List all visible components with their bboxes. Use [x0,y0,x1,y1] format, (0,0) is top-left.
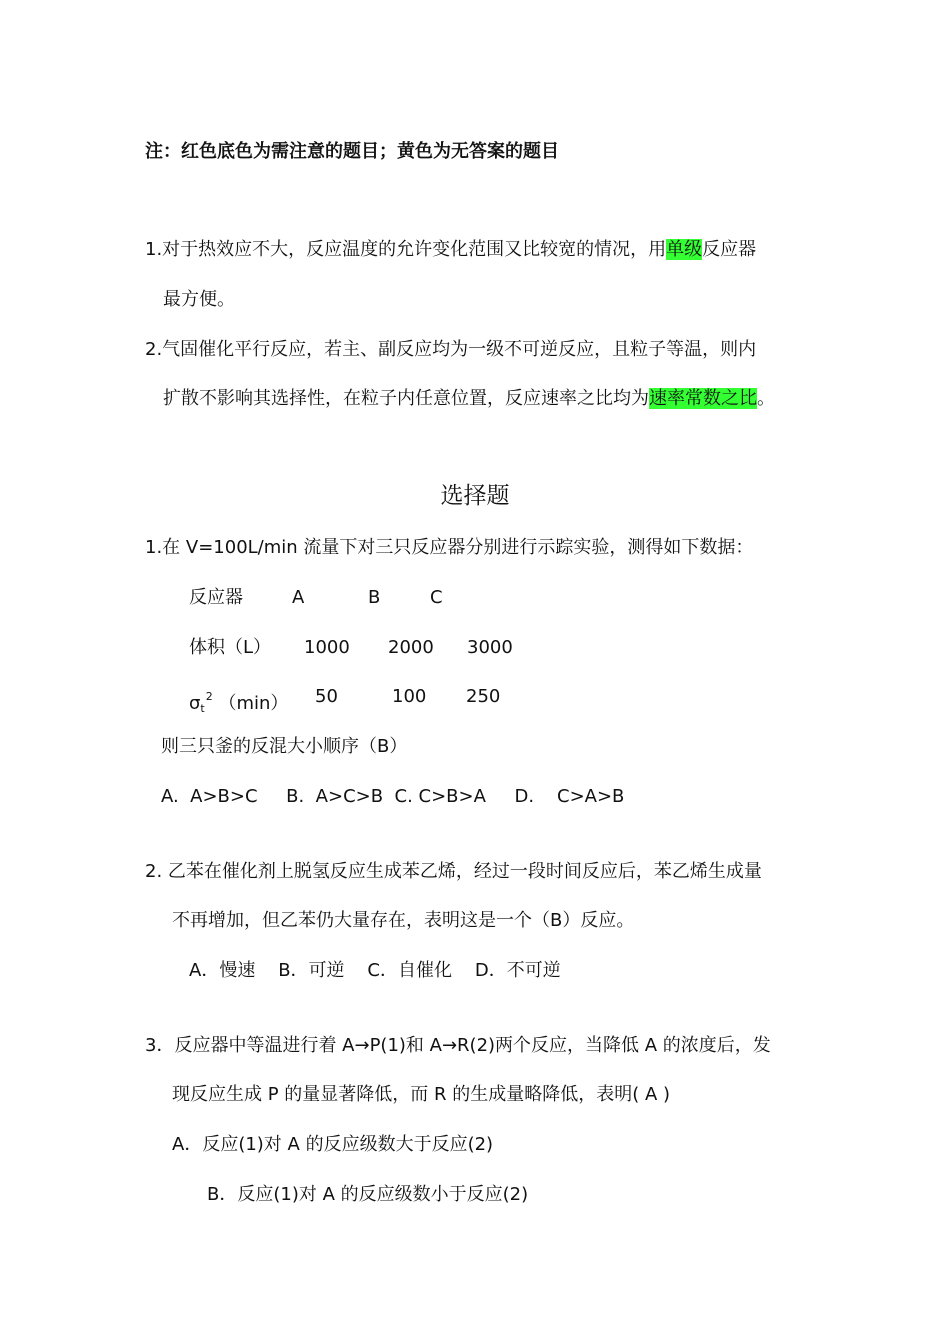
q2-options: A．慢速 B．可逆 C．自催化 D．不可逆 [189,960,561,981]
note-text: 注：红色底色为需注意的题目；黄色为无答案的题目 [145,141,559,162]
q1-stem: 1.在 V=100L/min 流量下对三只反应器分别进行示踪实验，测得如下数据： [145,537,754,558]
table-reactor-a: A [292,587,305,608]
table-volume-a: 1000 [304,637,350,658]
fill-item-2-text: 扩散不影响其选择性，在粒子内任意位置，反应速率之比均为 [163,388,649,409]
sigma-subscript: t [200,702,205,715]
table-label-reactor: 反应器 [189,587,243,608]
q3-option-b: B．反应(1)对 A 的反应级数小于反应(2) [207,1184,529,1205]
section-title: 选择题 [440,483,510,509]
table-label-volume: 体积（L） [189,637,272,658]
fill-item-1-line-2: 最方便。 [163,289,235,310]
variance-unit: （min） [218,693,289,714]
fill-item-2-line-1: 2.气固催化平行反应，若主、副反应均为一级不可逆反应，且粒子等温，则内 [145,339,757,360]
q3-line-1: 3．反应器中等温进行着 A→P(1)和 A→R(2)两个反应，当降低 A 的浓度后，发 [145,1035,771,1056]
table-volume-c: 3000 [467,637,513,658]
q2-line-1: 2. 乙苯在催化剂上脱氢反应生成苯乙烯，经过一段时间反应后，苯乙烯生成量 [145,861,762,882]
fill-item-1-text: 1.对于热效应不大，反应温度的允许变化范围又比较宽的情况，用 [145,239,667,260]
sigma-superscript: 2 [205,690,213,703]
table-variance-a: 50 [315,686,338,707]
table-volume-b: 2000 [388,637,434,658]
fill-item-2-line-2 [163,386,775,412]
q1-question: 则三只釜的反混大小顺序（B） [161,736,408,757]
sigma-symbol: σ [189,693,201,714]
table-variance-b: 100 [392,686,427,707]
fill-item-1-line-1 [145,237,756,263]
fill-item-2-answer-highlight: 速率常数之比 [649,388,757,409]
table-reactor-c: C [430,587,443,608]
q3-line-2: 现反应生成 P 的量显著降低，而 R 的生成量略降低，表明( A ) [172,1084,671,1105]
fill-item-2-text-after: 。 [757,388,775,409]
table-variance-c: 250 [466,686,501,707]
table-label-variance [189,684,288,722]
fill-item-1-answer-highlight: 单级 [666,239,703,260]
q1-options: A. A>B>C B. A>C>B C. C>B>A D. C>A>B [161,786,625,807]
q2-line-2: 不再增加，但乙苯仍大量存在，表明这是一个（B）反应。 [172,910,635,931]
fill-item-1-text-after: 反应器 [702,239,757,260]
table-reactor-b: B [368,587,381,608]
q3-option-a: A．反应(1)对 A 的反应级数大于反应(2) [172,1134,494,1155]
